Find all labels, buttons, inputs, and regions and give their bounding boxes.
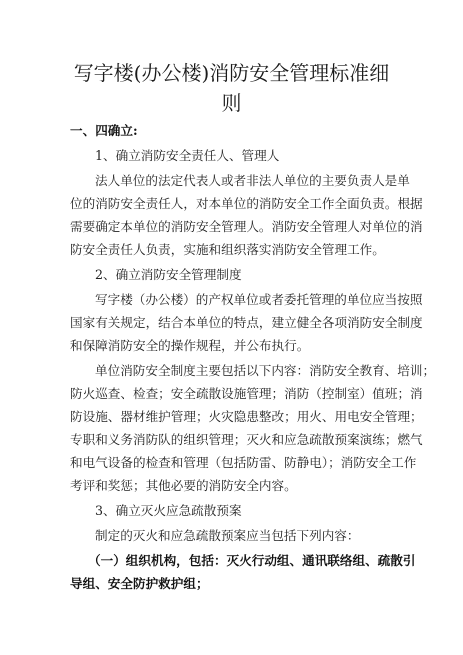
- paragraph-line: 和电气设备的检查和管理（包括防雷、防静电）；消防安全工作: [70, 455, 417, 470]
- paragraph-line: 考评和奖惩；其他必要的消防安全内容。: [70, 478, 297, 493]
- paragraph-line: 单位消防安全制度主要包括以下内容：消防安全教育、培训；: [95, 363, 436, 378]
- paragraph-line: 写字楼（办公楼）的产权单位或者委托管理的单位应当按照: [95, 292, 423, 307]
- paragraph-line: 防设施、器材维护管理；火灾隐患整改；用火、用电安全管理；: [70, 409, 423, 424]
- paragraph-line: 防火巡查、检查；安全疏散设施管理；消防（控制室）值班；消: [70, 386, 423, 401]
- paragraph-line: 法人单位的法定代表人或者非法人单位的主要负责人是单: [95, 173, 410, 188]
- paragraph-line: 需要确定本单位的消防安全管理人。消防安全管理人对单位的消: [70, 219, 423, 234]
- paragraph-line: 和保障消防安全的操作规程，并公布执行。: [70, 338, 310, 353]
- section-heading: 一、四确立:: [70, 123, 138, 138]
- paragraph-line: 专职和义务消防队的组织管理；灭火和应急疏散预案演练；燃气: [70, 432, 423, 447]
- document-title-line-2: 则: [221, 91, 242, 115]
- subsection-heading-2: 2、确立消防安全管理制度: [95, 267, 242, 282]
- paragraph-line: 国家有关规定，结合本单位的特点，建立健全各项消防安全制度: [70, 315, 423, 330]
- bold-item-line: （一）组织机构，包括：灭火行动组、通讯联络组、疏散引: [88, 553, 416, 568]
- document-title-line-1: 写字楼(办公楼)消防安全管理标准细: [73, 61, 390, 85]
- bold-item-line: 导组、安全防护救护组；: [70, 576, 209, 591]
- subsection-heading-3: 3、确立灭火应急疏散预案: [95, 503, 242, 518]
- paragraph-line: 位的消防安全责任人，对本单位的消防安全工作全面负责。根据: [70, 196, 423, 211]
- subsection-heading-1: 1、确立消防安全责任人、管理人: [95, 148, 280, 163]
- paragraph-line: 防安全责任人负责，实施和组织落实消防安全管理工作。: [70, 242, 385, 257]
- paragraph-line: 制定的灭火和应急疏散预案应当包括下列内容：: [95, 528, 360, 543]
